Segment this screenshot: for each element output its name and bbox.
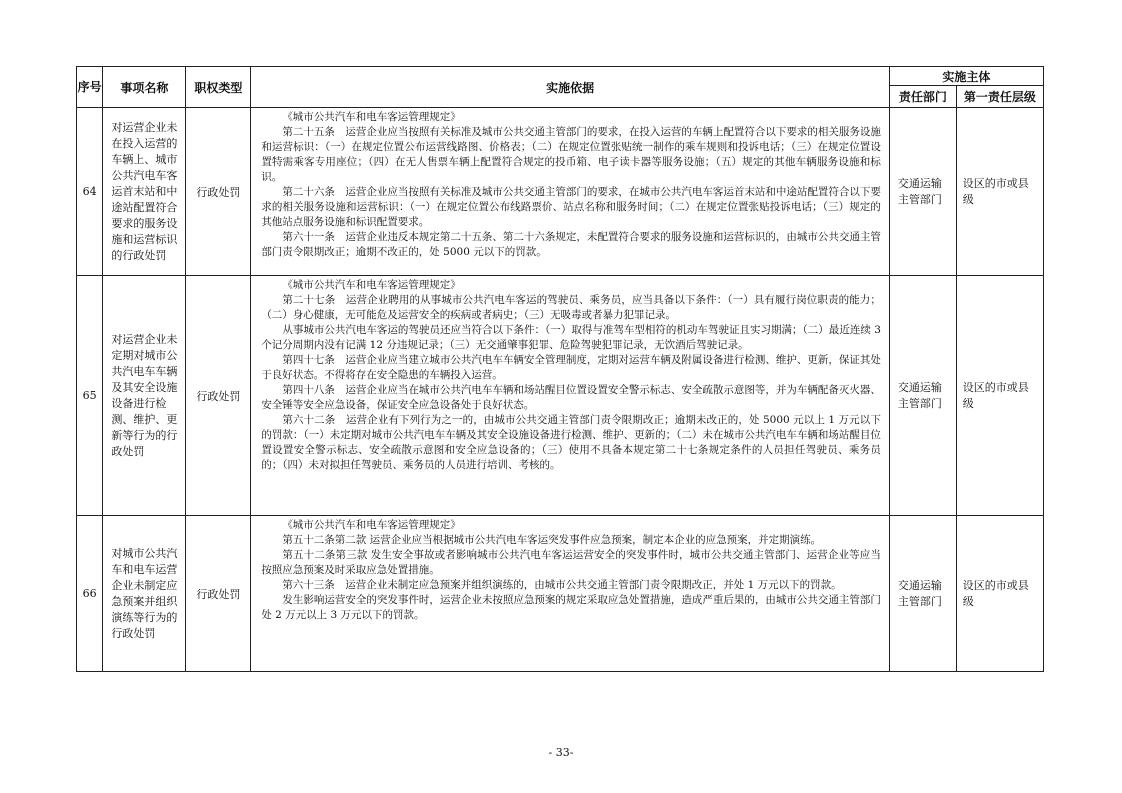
basis-paragraph: 《城市公共汽车和电车客运管理规定》	[282, 519, 461, 531]
row-responsible-dept: 交通运输主管部门	[889, 516, 956, 672]
basis-paragraph: 第二十七条 运营企业聘用的从事城市公共汽电车客运的驾驶员、乘务员，应当具备以下条件：（一）具有履行岗位职责的能力；（二）身心健康，无可能危及运营安全的疾病或者病史；（三）无吸毒或者暴力犯罪记录。	[261, 294, 881, 321]
row-first-level: 设区的市或县级	[956, 108, 1043, 276]
header-implementing-subject: 实施主体	[889, 67, 1043, 86]
row-item-name: 对运营企业未在投入运营的车辆上、城市公共汽电车客运首末站和中途站配置符合要求的服务设施和运营标识的行政处罚	[103, 108, 186, 276]
header-first-level: 第一责任层级	[956, 86, 1043, 108]
row-responsible-dept: 交通运输主管部门	[889, 108, 956, 276]
basis-paragraph: 第二十五条 运营企业应当按照有关标准及城市公共交通主管部门的要求，在投入运营的车辆上配置符合以下要求的相关服务设施和运营标识：（一）在规定位置公布运营线路图、价格表；（二）在规定位置张贴统一制作的乘车规则和投诉电话；（三）在规定位置设置特需乘客专用座位；（四）在无人售票车辆上配置符合规定的投币箱、电子读卡器等服务设施；（五）规定的其他车辆服务设施和标识。	[261, 126, 881, 183]
basis-paragraph: 第五十二条第二款 运营企业应当根据城市公共汽电车客运突发事件应急预案，制定本企业的应急预案，并定期演练。	[282, 534, 822, 546]
row-implementation-basis	[251, 516, 890, 672]
basis-paragraph: 从事城市公共汽电车客运的驾驶员还应当符合以下条件：（一）取得与准驾车型相符的机动车驾驶证且实习期满；（二）最近连续 3 个记分周期内没有记满 12 分违规记录；（三）无交通肇事犯罪、危险驾驶犯罪记录，无饮酒后驾驶记录。	[261, 324, 881, 351]
row-authority-type: 行政处罚	[186, 516, 251, 672]
row-authority-type: 行政处罚	[186, 108, 251, 276]
basis-paragraph: 《城市公共汽车和电车客运管理规定》	[282, 111, 461, 123]
table-row	[77, 108, 1044, 276]
header-item-name: 事项名称	[103, 67, 186, 108]
row-first-level: 设区的市或县级	[956, 276, 1043, 516]
row-serial-number: 65	[77, 276, 103, 516]
basis-paragraph: 第六十二条 运营企业有下列行为之一的，由城市公共交通主管部门责令限期改正；逾期未改正的，处 5000 元以上 1 万元以下的罚款：（一）未定期对城市公共汽电车车辆及其安全设施设备进行检测、维护、更新的；（二）未在城市公共汽电车车辆和场站醒目位置设置安全警示标志、安全疏散示意图和安全应急设备的；（三）使用不具备本规定第二十七条规定条件的人员担任驾驶员、乘务员的；（四）未对拟担任驾驶员、乘务员的人员进行培训、考核的。	[261, 414, 881, 471]
enforcement-table	[76, 66, 1044, 672]
row-implementation-basis	[251, 276, 890, 516]
header-implementation-basis: 实施依据	[251, 67, 890, 108]
header-responsible-dept: 责任部门	[889, 86, 956, 108]
row-first-level: 设区的市或县级	[956, 516, 1043, 672]
row-implementation-basis	[251, 108, 890, 276]
basis-paragraph: 第四十七条 运营企业应当建立城市公共汽电车车辆安全管理制度，定期对运营车辆及附属设备进行检测、维护、更新，保证其处于良好状态。不得将存在安全隐患的车辆投入运营。	[261, 354, 881, 381]
basis-paragraph: 第二十六条 运营企业应当按照有关标准及城市公共交通主管部门的要求，在城市公共汽电车客运首末站和中途站配置符合以下要求的相关服务设施和运营标识：（一）在规定位置公布线路票价、站点名称和服务时间；（二）在规定位置张贴投诉电话；（三）规定的其他站点服务设施和标识配置要求。	[261, 186, 881, 228]
row-item-name: 对运营企业未定期对城市公共汽电车车辆及其安全设施设备进行检测、维护、更新等行为的行政处罚	[103, 276, 186, 516]
basis-paragraph: 第四十八条 运营企业应当在城市公共汽电车车辆和场站醒目位置设置安全警示标志、安全疏散示意图等，并为车辆配备灭火器、安全锤等安全应急设备，保证安全应急设备处于良好状态。	[261, 384, 881, 411]
header-serial-number: 序号	[77, 67, 103, 108]
page-number: - 33-	[548, 746, 574, 759]
table-row	[77, 276, 1044, 516]
row-serial-number: 64	[77, 108, 103, 276]
table-row	[77, 516, 1044, 672]
basis-paragraph: 第五十二条第三款 发生安全事故或者影响城市公共汽电车客运运营安全的突发事件时，城市公共交通主管部门、运营企业等应当按照应急预案及时采取应急处置措施。	[261, 549, 881, 576]
basis-paragraph: 第六十一条 运营企业违反本规定第二十五条、第二十六条规定，未配置符合要求的服务设施和运营标识的，由城市公共交通主管部门责令限期改正；逾期不改正的，处 5000 元以下的罚款。	[261, 231, 881, 258]
row-item-name: 对城市公共汽车和电车运营企业未制定应急预案并组织演练等行为的行政处罚	[103, 516, 186, 672]
basis-paragraph: 《城市公共汽车和电车客运管理规定》	[282, 279, 461, 291]
row-responsible-dept: 交通运输主管部门	[889, 276, 956, 516]
row-serial-number: 66	[77, 516, 103, 672]
basis-paragraph: 发生影响运营安全的突发事件时，运营企业未按照应急预案的规定采取应急处置措施，造成严重后果的，由城市公共交通主管部门处 2 万元以上 3 万元以下的罚款。	[261, 594, 881, 621]
basis-paragraph: 第六十三条 运营企业未制定应急预案并组织演练的，由城市公共交通主管部门责令限期改正，并处 1 万元以下的罚款。	[282, 579, 842, 591]
header-authority-type: 职权类型	[186, 67, 251, 108]
row-authority-type: 行政处罚	[186, 276, 251, 516]
